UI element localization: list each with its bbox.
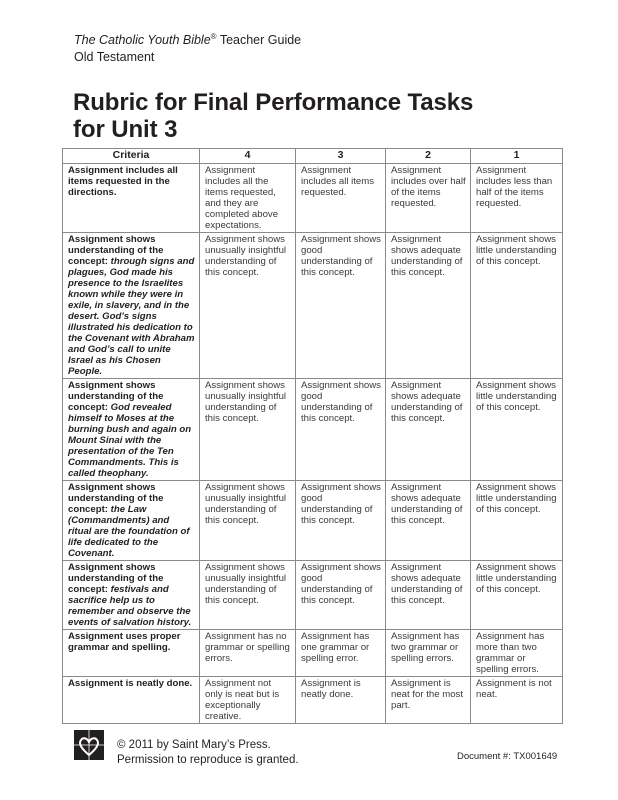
score-4-cell: Assignment shows unusually insightful understanding of this concept.	[200, 481, 296, 561]
criteria-cell	[63, 233, 200, 379]
score-1-cell: Assignment shows little understanding of this concept.	[471, 233, 563, 379]
criteria-cell	[63, 164, 200, 233]
table-row	[63, 561, 563, 630]
table-header-row	[63, 149, 563, 164]
score-4-cell: Assignment has no grammar or spelling errors.	[200, 630, 296, 677]
score-2-cell: Assignment shows adequate understanding of this concept.	[386, 561, 471, 630]
column-header-1: 1	[471, 149, 563, 164]
table-row	[63, 233, 563, 379]
book-title-line	[74, 32, 301, 49]
score-4-cell: Assignment shows unusually insightful understanding of this concept.	[200, 379, 296, 481]
registered-mark: ®	[210, 32, 217, 41]
page-title-line1: Rubric for Final Performance Tasks	[73, 89, 474, 116]
criteria-text: Assignment shows understanding of the concept:	[68, 380, 164, 413]
criteria-text: Assignment shows understanding of the concept:	[68, 562, 164, 595]
criteria-text: Assignment shows understanding of the concept:	[68, 234, 164, 267]
score-1-cell: Assignment includes less than half of the items requested.	[471, 164, 563, 233]
table-row	[63, 677, 563, 724]
copyright-text: © 2011 by Saint Mary’s Press.	[117, 739, 271, 751]
criteria-text: Assignment shows understanding of the concept:	[68, 482, 164, 515]
criteria-cell	[63, 481, 200, 561]
footer-copyright-block	[117, 738, 299, 768]
criteria-concept: the Law (Commandments) and ritual are the foundation of life dedicated to the Covenant.	[68, 504, 190, 559]
table-row	[63, 481, 563, 561]
criteria-text: Assignment includes all items requested in the directions.	[68, 165, 178, 198]
score-1-cell: Assignment shows little understanding of this concept.	[471, 379, 563, 481]
criteria-cell	[63, 379, 200, 481]
document-number: Document #: TX001649	[457, 751, 558, 762]
criteria-cell	[63, 630, 200, 677]
score-4-cell: Assignment not only is neat but is exceptionally creative.	[200, 677, 296, 724]
criteria-concept: God revealed himself to Moses at the burning bush and again on Mount Sinai with the presentation of the Ten Commandments. This is called theophany.	[68, 402, 192, 479]
criteria-text: Assignment is neatly done.	[68, 678, 193, 689]
score-3-cell: Assignment shows good understanding of this concept.	[296, 379, 386, 481]
header-subtitle: Old Testament	[74, 50, 155, 64]
heart-logo-icon	[74, 730, 104, 760]
score-1-cell: Assignment has more than two grammar or spelling errors.	[471, 630, 563, 677]
score-4-cell: Assignment includes all the items requested, and they are completed above expectations.	[200, 164, 296, 233]
score-2-cell: Assignment has two grammar or spelling errors.	[386, 630, 471, 677]
criteria-cell	[63, 561, 200, 630]
score-1-cell: Assignment shows little understanding of this concept.	[471, 481, 563, 561]
score-1-cell: Assignment shows little understanding of this concept.	[471, 561, 563, 630]
page-title	[73, 89, 473, 143]
score-2-cell: Assignment includes over half of the items requested.	[386, 164, 471, 233]
score-3-cell: Assignment is neatly done.	[296, 677, 386, 724]
score-2-cell: Assignment shows adequate understanding of this concept.	[386, 379, 471, 481]
score-3-cell: Assignment shows good understanding of this concept.	[296, 561, 386, 630]
score-3-cell: Assignment shows good understanding of this concept.	[296, 481, 386, 561]
criteria-text: Assignment uses proper grammar and spelling.	[68, 631, 181, 653]
column-header-3: 3	[296, 149, 386, 164]
score-2-cell: Assignment shows adequate understanding of this concept.	[386, 481, 471, 561]
guide-label: Teacher Guide	[216, 33, 302, 47]
criteria-concept: through signs and plagues, God made his presence to the Israelites known while they were in exile, in slavery, and in the desert. God’s signs illustrated his dedication to the Covenant with Abraham and God’s call to unite Israel as his Chosen People.	[68, 256, 195, 377]
score-3-cell: Assignment includes all items requested.	[296, 164, 386, 233]
score-1-cell: Assignment is not neat.	[471, 677, 563, 724]
criteria-concept: festivals and sacrifice help us to remember and observe the events of salvation history.	[68, 584, 192, 628]
score-4-cell: Assignment shows unusually insightful understanding of this concept.	[200, 561, 296, 630]
permission-text: Permission to reproduce is granted.	[117, 754, 299, 766]
score-2-cell: Assignment is neat for the most part.	[386, 677, 471, 724]
table-row	[63, 164, 563, 233]
score-4-cell: Assignment shows unusually insightful understanding of this concept.	[200, 233, 296, 379]
score-2-cell: Assignment shows adequate understanding of this concept.	[386, 233, 471, 379]
score-3-cell: Assignment has one grammar or spelling error.	[296, 630, 386, 677]
table-row	[63, 630, 563, 677]
page-title-line2: for Unit 3	[73, 116, 178, 143]
saint-marys-press-logo-icon	[74, 730, 104, 760]
column-header-2: 2	[386, 149, 471, 164]
column-header-criteria: Criteria	[63, 149, 200, 164]
score-3-cell: Assignment shows good understanding of this concept.	[296, 233, 386, 379]
book-title: The Catholic Youth Bible	[74, 33, 211, 47]
table-row	[63, 379, 563, 481]
rubric-table	[62, 148, 563, 724]
page-header	[74, 32, 301, 66]
criteria-cell	[63, 677, 200, 724]
column-header-4: 4	[200, 149, 296, 164]
